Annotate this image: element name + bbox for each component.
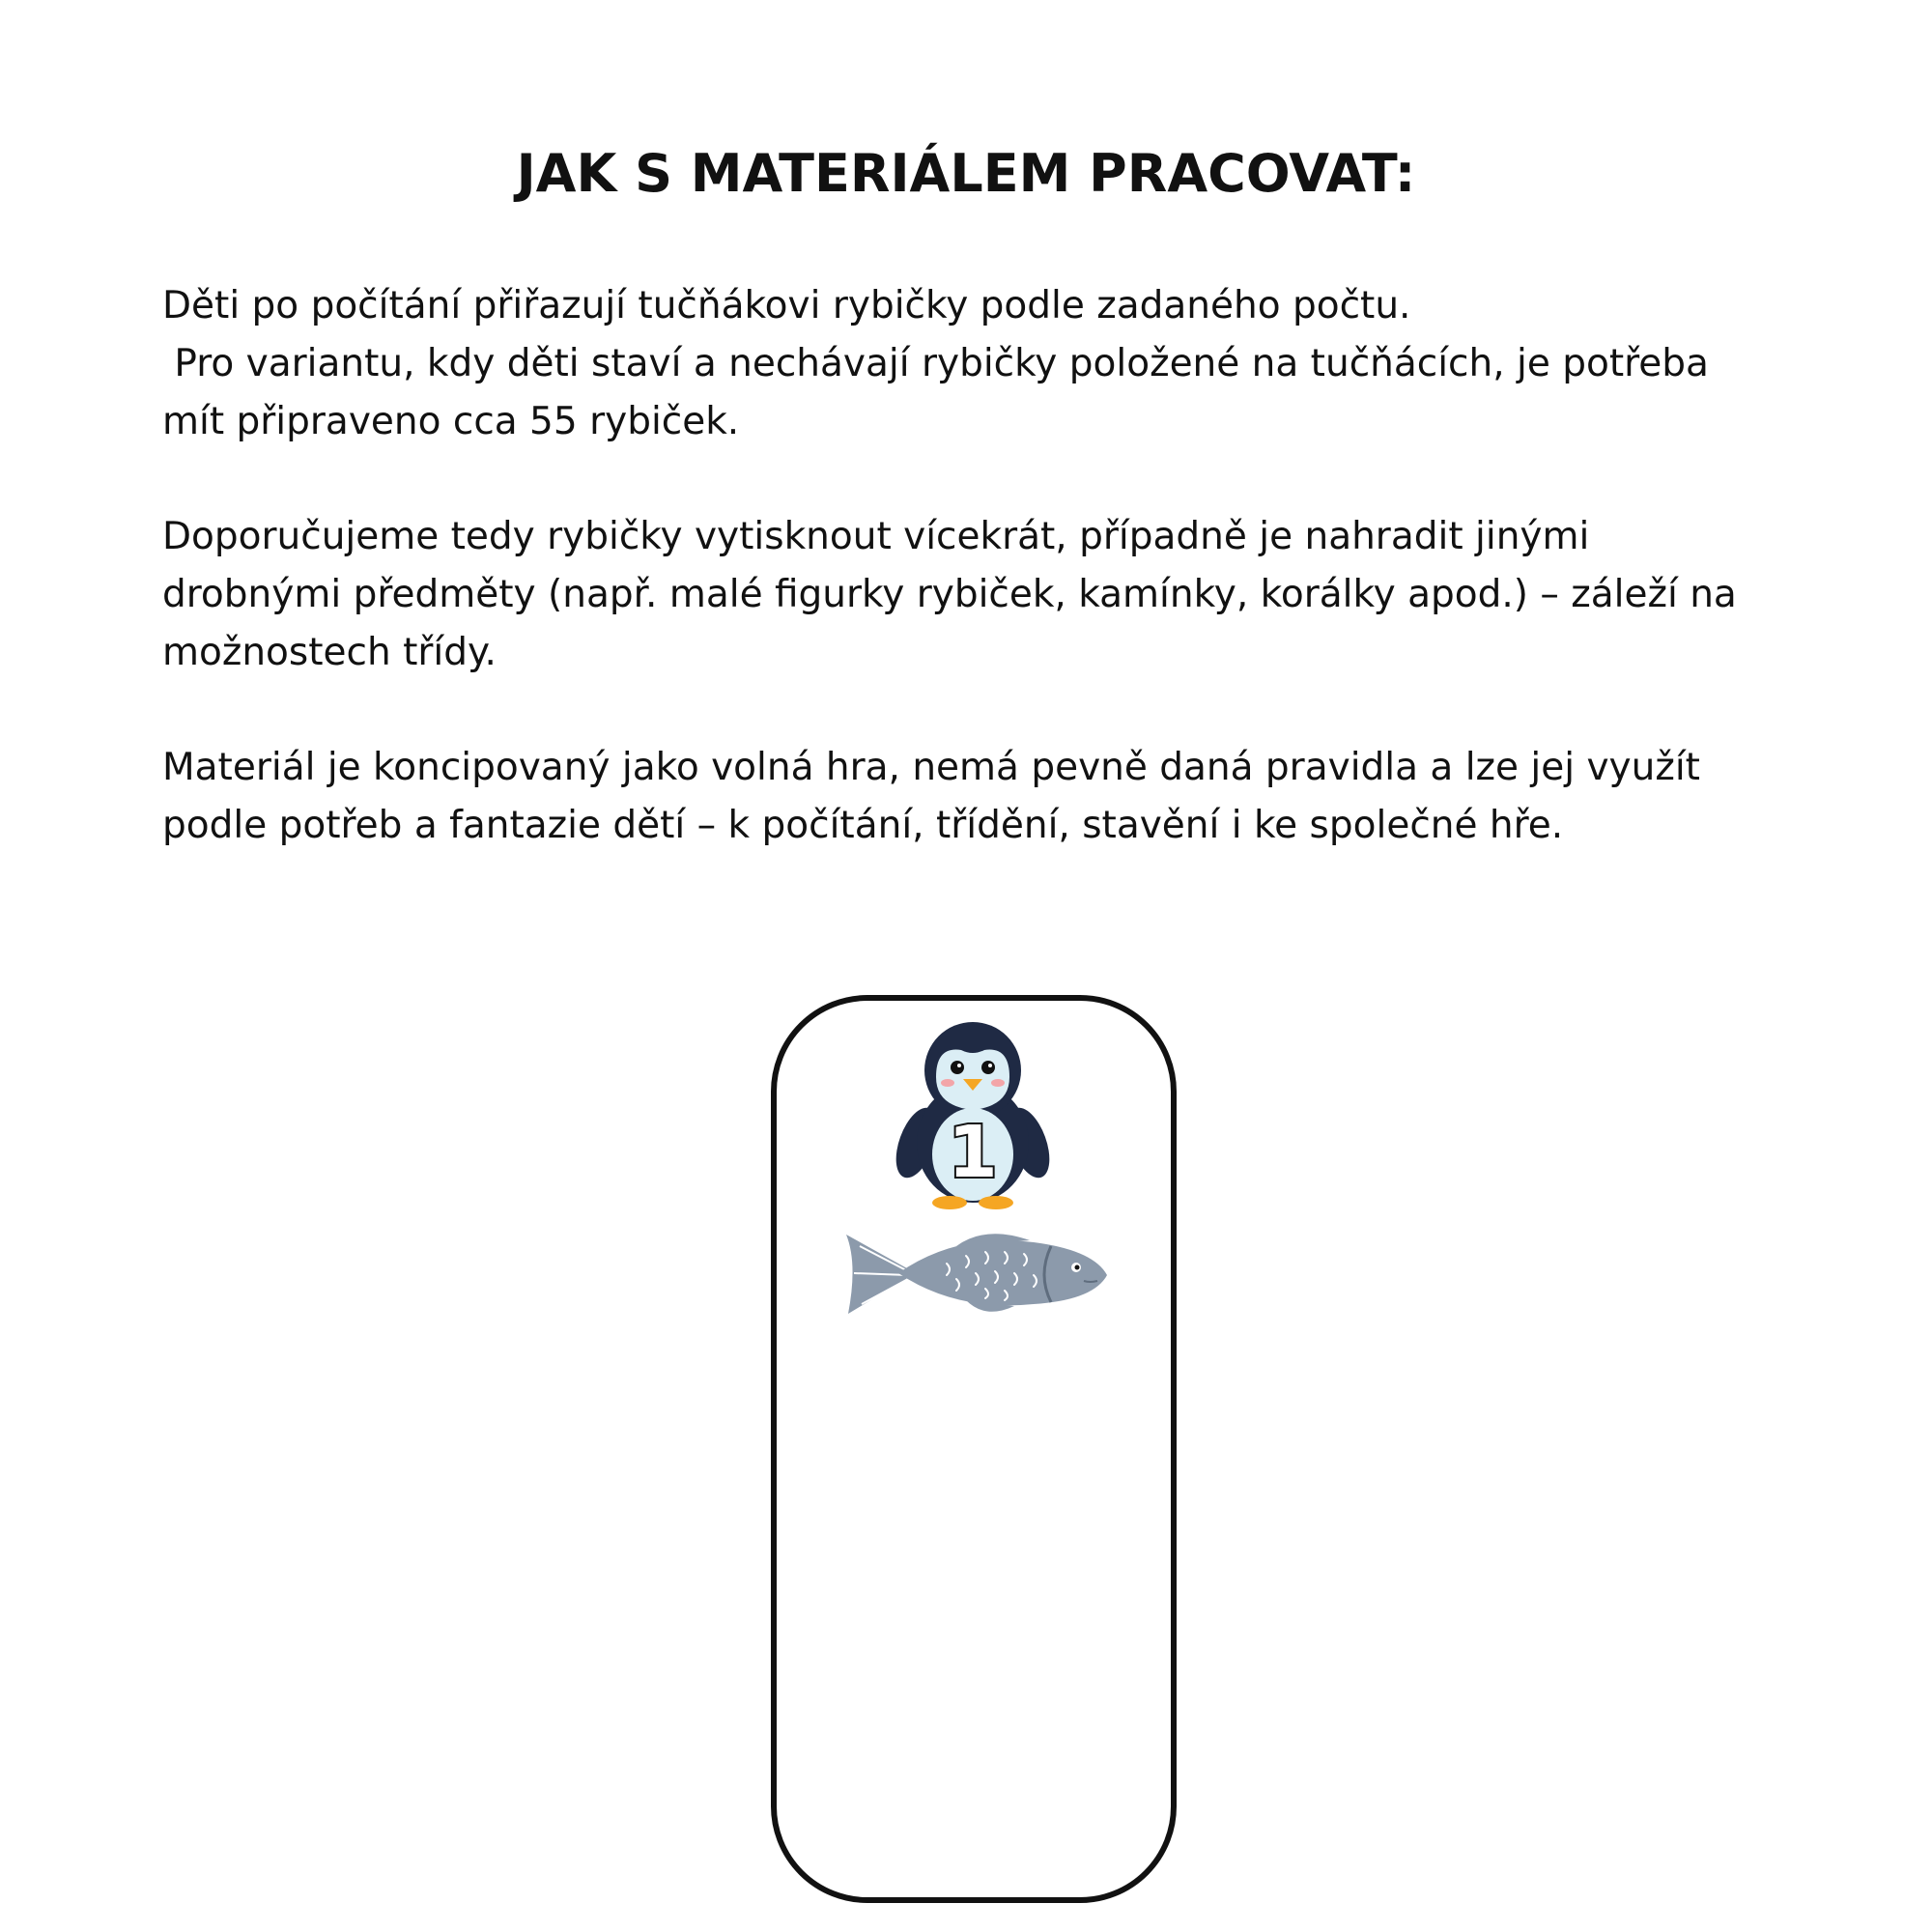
text-line: možnostech třídy. bbox=[162, 631, 497, 674]
paragraph-2 bbox=[162, 508, 1804, 682]
text-line: Pro variantu, kdy děti staví a nechávají rybičky položené na tučňácích, je potřeba bbox=[162, 342, 1709, 385]
text-line: Materiál je koncipovaný jako volná hra, nemá pevně daná pravidla a lze jej využít bbox=[162, 746, 1700, 789]
paragraph-3 bbox=[162, 739, 1804, 855]
text-line: Děti po počítání přiřazují tučňákovi rybičky podle zadaného počtu. bbox=[162, 284, 1411, 327]
text-line: drobnými předměty (např. malé figurky rybiček, kamínky, korálky apod.) – záleží na bbox=[162, 573, 1737, 616]
text-line: mít připraveno cca 55 rybiček. bbox=[162, 400, 740, 443]
text-line: Doporučujeme tedy rybičky vytisknout vícekrát, případně je nahradit jinými bbox=[162, 515, 1590, 558]
page-title: JAK S MATERIÁLEM PRACOVAT: bbox=[516, 143, 1416, 204]
penguin-icon bbox=[895, 1017, 1050, 1210]
penguin-number: 1 bbox=[948, 1111, 998, 1194]
text-line: podle potřeb a fantazie dětí – k počítání, třídění, stavění i ke společné hře. bbox=[162, 804, 1564, 847]
paragraph-1 bbox=[162, 277, 1804, 451]
fish-icon bbox=[840, 1225, 1111, 1321]
instructions bbox=[162, 277, 1804, 912]
